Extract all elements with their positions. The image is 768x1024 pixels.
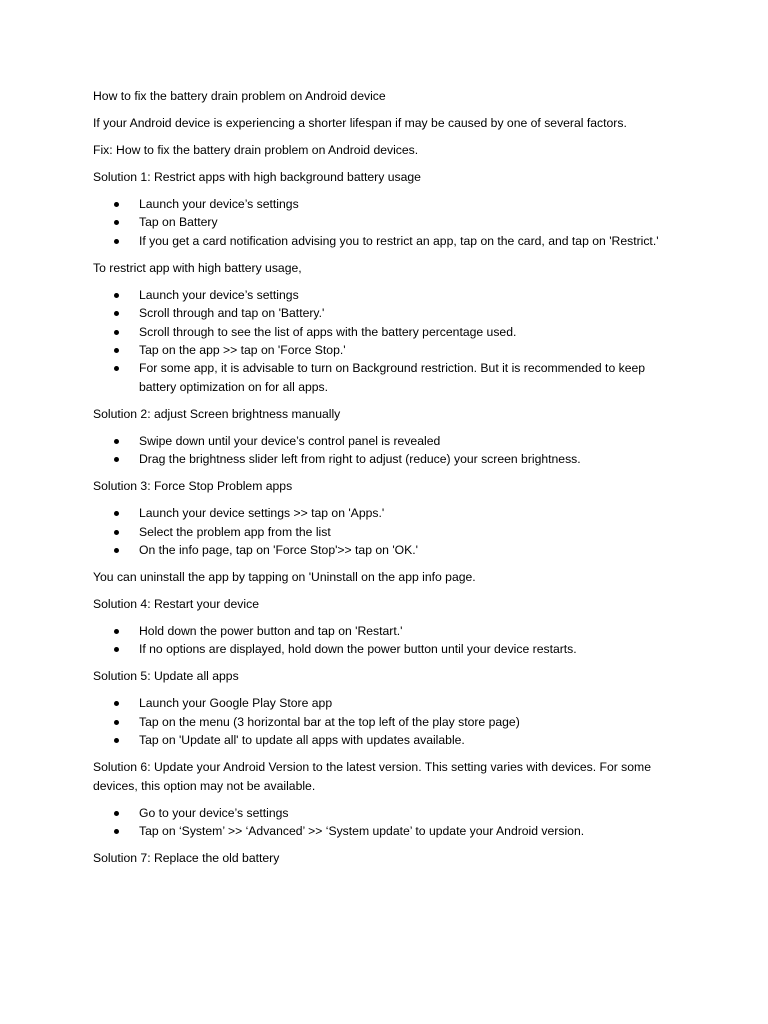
list-item: Launch your device’s settings bbox=[139, 286, 669, 304]
solution-1-heading: Solution 1: Restrict apps with high background battery usage bbox=[93, 170, 421, 184]
solution-2-list bbox=[93, 432, 693, 469]
bullet-icon bbox=[114, 293, 119, 298]
bullet-icon bbox=[114, 239, 119, 244]
list-item: Scroll through and tap on 'Battery.' bbox=[139, 304, 669, 322]
bullet-icon bbox=[114, 366, 119, 371]
list-item: Drag the brightness slider left from right to adjust (reduce) your screen brightness. bbox=[139, 450, 669, 468]
list-item: Select the problem app from the list bbox=[139, 523, 669, 541]
list-item: If no options are displayed, hold down the power button until your device restarts. bbox=[139, 640, 669, 658]
bullet-icon bbox=[114, 647, 119, 652]
list-item: If you get a card notification advising you to restrict an app, tap on the card, and tap on 'Restrict.' bbox=[139, 232, 669, 250]
list-item: Tap on the app >> tap on 'Force Stop.' bbox=[139, 341, 669, 359]
bullet-icon bbox=[114, 548, 119, 553]
document-page bbox=[93, 87, 693, 876]
solution-4-heading: Solution 4: Restart your device bbox=[93, 597, 259, 612]
bullet-icon bbox=[114, 311, 119, 316]
fix-paragraph: Fix: How to fix the battery drain problem on Android devices. bbox=[93, 143, 419, 157]
solution-2-heading: Solution 2: adjust Screen brightness manually bbox=[93, 406, 341, 421]
intro-paragraph: If your Android device is experiencing a shorter lifespan if may be caused by one of several factors. bbox=[93, 116, 627, 130]
solution-6-list bbox=[93, 804, 693, 841]
list-item: Launch your Google Play Store app bbox=[139, 694, 669, 712]
bullet-icon bbox=[114, 530, 119, 535]
list-item: Tap on the menu (3 horizontal bar at the top left of the play store page) bbox=[139, 713, 669, 731]
list-item: Hold down the power button and tap on 'Restart.' bbox=[139, 622, 669, 640]
document-title: How to fix the battery drain problem on Android device bbox=[93, 89, 386, 103]
list-item: For some app, it is advisable to turn on Background restriction. But it is recommended to keep battery optimization on for all apps. bbox=[139, 359, 669, 396]
list-item: Swipe down until your device’s control panel is revealed bbox=[139, 432, 669, 450]
list-item: Launch your device settings >> tap on 'Apps.' bbox=[139, 504, 669, 522]
bullet-icon bbox=[114, 220, 119, 225]
solution-3-heading: Solution 3: Force Stop Problem apps bbox=[93, 479, 293, 494]
bullet-icon bbox=[114, 511, 119, 516]
bullet-icon bbox=[114, 629, 119, 634]
bullet-icon bbox=[114, 330, 119, 335]
bullet-icon bbox=[114, 701, 119, 706]
bullet-icon bbox=[114, 738, 119, 743]
restrict-heading: To restrict app with high battery usage, bbox=[93, 260, 302, 275]
solution-3-list bbox=[93, 504, 693, 559]
solution-1-list bbox=[93, 195, 693, 250]
bullet-icon bbox=[114, 720, 119, 725]
bullet-icon bbox=[114, 829, 119, 834]
list-item: Go to your device’s settings bbox=[139, 804, 669, 822]
restrict-list bbox=[93, 286, 693, 396]
bullet-icon bbox=[114, 439, 119, 444]
solution-5-heading: Solution 5: Update all apps bbox=[93, 669, 239, 684]
list-item: Tap on ‘System’ >> ‘Advanced’ >> ‘System update’ to update your Android version. bbox=[139, 822, 669, 840]
list-item: Tap on 'Update all' to update all apps with updates available. bbox=[139, 731, 669, 749]
list-item: On the info page, tap on 'Force Stop'>> tap on 'OK.' bbox=[139, 541, 669, 559]
solution-5-list bbox=[93, 694, 693, 749]
solution-7-heading: Solution 7: Replace the old battery bbox=[93, 851, 280, 866]
solution-4-list bbox=[93, 622, 693, 659]
bullet-icon bbox=[114, 457, 119, 462]
list-item: Tap on Battery bbox=[139, 213, 669, 231]
bullet-icon bbox=[114, 811, 119, 816]
list-item: Scroll through to see the list of apps with the battery percentage used. bbox=[139, 323, 669, 341]
bullet-icon bbox=[114, 348, 119, 353]
bullet-icon bbox=[114, 202, 119, 207]
uninstall-paragraph: You can uninstall the app by tapping on 'Uninstall on the app info page. bbox=[93, 570, 476, 585]
list-item: Launch your device’s settings bbox=[139, 195, 669, 213]
solution-6-heading: Solution 6: Update your Android Version to the latest version. This setting varies with devices. For some devices, this option may not be available. bbox=[93, 760, 651, 793]
